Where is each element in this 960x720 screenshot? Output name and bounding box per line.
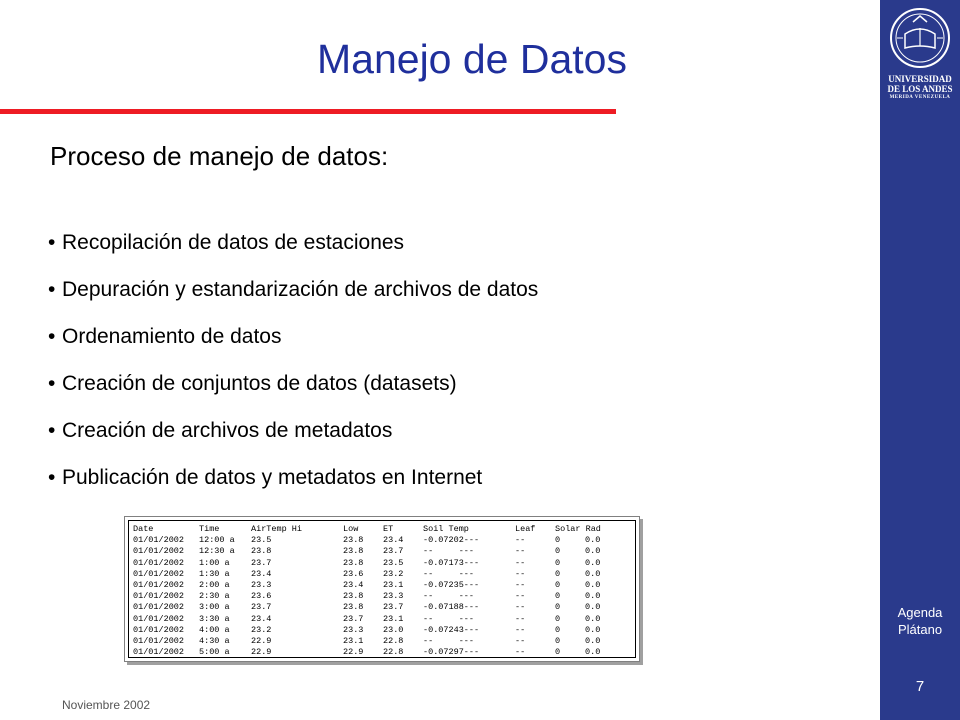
table-cell: 12:00 a [199, 535, 235, 546]
header-low: Low [343, 524, 359, 534]
footer-date: Noviembre 2002 [62, 698, 151, 712]
table-cell: 23.5 [251, 535, 272, 546]
logo-line-3: MERIDA VENEZUELA [889, 95, 951, 100]
title-underline [0, 109, 616, 114]
table-cell [297, 602, 343, 613]
table-cell: 0.0 [585, 647, 601, 658]
bullet-marker: • [48, 419, 56, 442]
bullet-text: Recopilación de datos de estaciones [62, 231, 405, 254]
table-header-row [133, 524, 615, 535]
table-cell: 23.6 [343, 568, 364, 579]
table-row [133, 636, 615, 647]
table-cell: -0.07202--- [423, 535, 480, 546]
table-cell: 0.0 [585, 546, 601, 557]
logo-line-1: UNIVERSIDAD [888, 74, 952, 84]
table-cell: -- --- [423, 636, 475, 647]
header-airtemp-hi: AirTemp Hi [251, 524, 303, 534]
table-cell: 1:30 a [199, 568, 230, 579]
bullet-marker: • [48, 325, 56, 348]
table-cell [297, 591, 343, 602]
table-cell: 0.0 [585, 624, 601, 635]
table-cell: 01/01/2002 [133, 591, 185, 602]
table-cell: 23.1 [383, 613, 404, 624]
table-cell: 01/01/2002 [133, 568, 185, 579]
table-cell: 0 [555, 535, 561, 546]
table-cell: 23.7 [251, 602, 272, 613]
table-cell: 1:00 a [199, 557, 230, 568]
table-cell [297, 558, 343, 569]
table-cell: 0 [555, 613, 561, 624]
table-row [133, 546, 615, 557]
table-row [133, 602, 615, 613]
table-cell: 0.0 [585, 580, 601, 591]
table-cell: 23.4 [343, 580, 364, 591]
bullet-item [48, 228, 538, 275]
table-cell: -- --- [423, 568, 475, 579]
header-soil-temp: Soil Temp [423, 524, 469, 534]
agenda-link-line-1: Agenda [897, 605, 943, 620]
table-cell: 23.8 [343, 602, 364, 613]
bullet-text: Ordenamiento de datos [62, 325, 282, 348]
table-cell: 23.3 [383, 591, 404, 602]
table-cell [297, 614, 343, 625]
table-cell: -- [515, 624, 526, 635]
data-table-frame [128, 520, 636, 658]
bullet-item [48, 416, 538, 463]
table-cell: 3:00 a [199, 602, 230, 613]
table-cell: 01/01/2002 [133, 613, 185, 624]
table-row [133, 558, 615, 569]
table-cell: 0.0 [585, 602, 601, 613]
table-cell: 0.0 [585, 636, 601, 647]
table-cell: 01/01/2002 [133, 535, 185, 546]
table-cell: 4:30 a [199, 636, 230, 647]
table-cell [297, 546, 343, 557]
table-row [133, 580, 615, 591]
table-cell: 22.9 [343, 647, 364, 658]
table-cell: -- [515, 591, 526, 602]
table-cell: -- [515, 568, 526, 579]
table-cell: 22.8 [383, 647, 404, 658]
page-number: 7 [915, 678, 925, 695]
bullet-text: Depuración y estandarización de archivos de datos [62, 278, 539, 301]
slide-subtitle: Proceso de manejo de datos: [50, 141, 389, 171]
bullet-marker: • [48, 278, 56, 301]
table-cell: 01/01/2002 [133, 580, 185, 591]
table-cell: 23.1 [343, 636, 364, 647]
table-cell: -- [515, 647, 526, 658]
table-cell: -- [515, 636, 526, 647]
table-cell [297, 625, 343, 636]
bullet-item [48, 275, 538, 322]
table-row [133, 591, 615, 602]
table-cell: 3:30 a [199, 613, 230, 624]
table-cell: -- [515, 580, 526, 591]
table-cell: 23.3 [251, 580, 272, 591]
table-cell: 01/01/2002 [133, 624, 185, 635]
table-cell: 23.4 [251, 568, 272, 579]
table-cell: 01/01/2002 [133, 557, 185, 568]
table-cell: 22.8 [383, 636, 404, 647]
agenda-link[interactable] [880, 604, 960, 638]
table-cell: 0.0 [585, 557, 601, 568]
table-cell: 0.0 [585, 613, 601, 624]
table-cell: 01/01/2002 [133, 647, 185, 658]
table-cell: 23.2 [383, 568, 404, 579]
table-row [133, 569, 615, 580]
table-cell: 4:00 a [199, 624, 230, 635]
bullet-marker: • [48, 466, 56, 489]
table-cell: -- [515, 602, 526, 613]
table-cell: 23.8 [343, 591, 364, 602]
table-cell: -0.07173--- [423, 557, 480, 568]
table-cell: 01/01/2002 [133, 546, 185, 557]
bullet-marker: • [48, 372, 56, 395]
table-cell: 23.0 [383, 624, 404, 635]
table-cell: -- --- [423, 546, 475, 557]
table-row [133, 535, 615, 546]
header-leaf: Leaf [515, 524, 536, 534]
table-cell: 01/01/2002 [133, 636, 185, 647]
table-cell: 23.7 [251, 557, 272, 568]
agenda-link-line-2: Plátano [897, 622, 943, 637]
table-cell: 22.9 [251, 647, 272, 658]
table-cell [297, 580, 343, 591]
bullet-text: Creación de archivos de metadatos [62, 419, 393, 442]
bullet-item [48, 322, 538, 369]
bullet-text: Publicación de datos y metadatos en Internet [62, 466, 483, 489]
table-cell: 23.8 [343, 535, 364, 546]
table-cell: -- [515, 546, 526, 557]
header-et: ET [383, 524, 394, 534]
table-cell: 23.1 [383, 580, 404, 591]
table-body [133, 535, 615, 658]
table-cell: 23.8 [343, 546, 364, 557]
table-cell: -- --- [423, 591, 475, 602]
table-cell: 0 [555, 557, 561, 568]
table-row [133, 647, 615, 658]
table-row [133, 625, 615, 636]
weather-data-table [133, 524, 615, 658]
table-cell: 01/01/2002 [133, 602, 185, 613]
table-cell: -0.07243--- [423, 624, 480, 635]
slide-title: Manejo de Datos [317, 36, 627, 82]
table-cell: 23.8 [251, 546, 272, 557]
table-cell: -- [515, 557, 526, 568]
header-date: Date [133, 524, 154, 534]
table-cell: -- [515, 535, 526, 546]
bullet-item [48, 369, 538, 416]
table-cell: 0 [555, 624, 561, 635]
table-cell: 12:30 a [199, 546, 235, 557]
table-cell: 0.0 [585, 568, 601, 579]
header-solar-rad: Solar Rad [555, 524, 601, 534]
table-cell: 2:30 a [199, 591, 230, 602]
bullet-text: Creación de conjuntos de datos (datasets) [62, 372, 457, 395]
table-cell: -0.07188--- [423, 602, 480, 613]
table-cell [297, 569, 343, 580]
table-cell: 23.7 [343, 613, 364, 624]
table-cell: -0.07297--- [423, 647, 480, 658]
table-cell: -0.07235--- [423, 580, 480, 591]
bullet-item [48, 463, 538, 510]
table-cell: 23.5 [383, 557, 404, 568]
table-cell: 23.8 [343, 557, 364, 568]
table-row [133, 614, 615, 625]
table-cell: 0 [555, 602, 561, 613]
table-cell: 0 [555, 568, 561, 579]
table-cell [297, 636, 343, 647]
table-cell: 0 [555, 647, 561, 658]
table-cell: 0.0 [585, 535, 601, 546]
table-cell: 23.6 [251, 591, 272, 602]
table-cell: 0 [555, 591, 561, 602]
table-cell: -- --- [423, 613, 475, 624]
bullet-list [48, 228, 538, 510]
table-cell: 23.7 [383, 602, 404, 613]
logo-line-2: DE LOS ANDES [887, 84, 953, 94]
table-cell: -- [515, 613, 526, 624]
table-cell [297, 647, 343, 658]
table-cell: 2:00 a [199, 580, 230, 591]
table-cell: 0.0 [585, 591, 601, 602]
table-cell: 22.9 [251, 636, 272, 647]
bullet-marker: • [48, 231, 56, 254]
table-cell: 23.7 [383, 546, 404, 557]
table-cell [297, 535, 343, 546]
table-cell: 5:00 a [199, 647, 230, 658]
table-cell: 23.3 [343, 624, 364, 635]
table-cell: 23.4 [383, 535, 404, 546]
table-cell: 0 [555, 580, 561, 591]
header-time: Time [199, 524, 220, 534]
table-cell: 0 [555, 636, 561, 647]
table-cell: 0 [555, 546, 561, 557]
table-cell: 23.4 [251, 613, 272, 624]
data-table-image [124, 516, 640, 662]
table-cell: 23.2 [251, 624, 272, 635]
